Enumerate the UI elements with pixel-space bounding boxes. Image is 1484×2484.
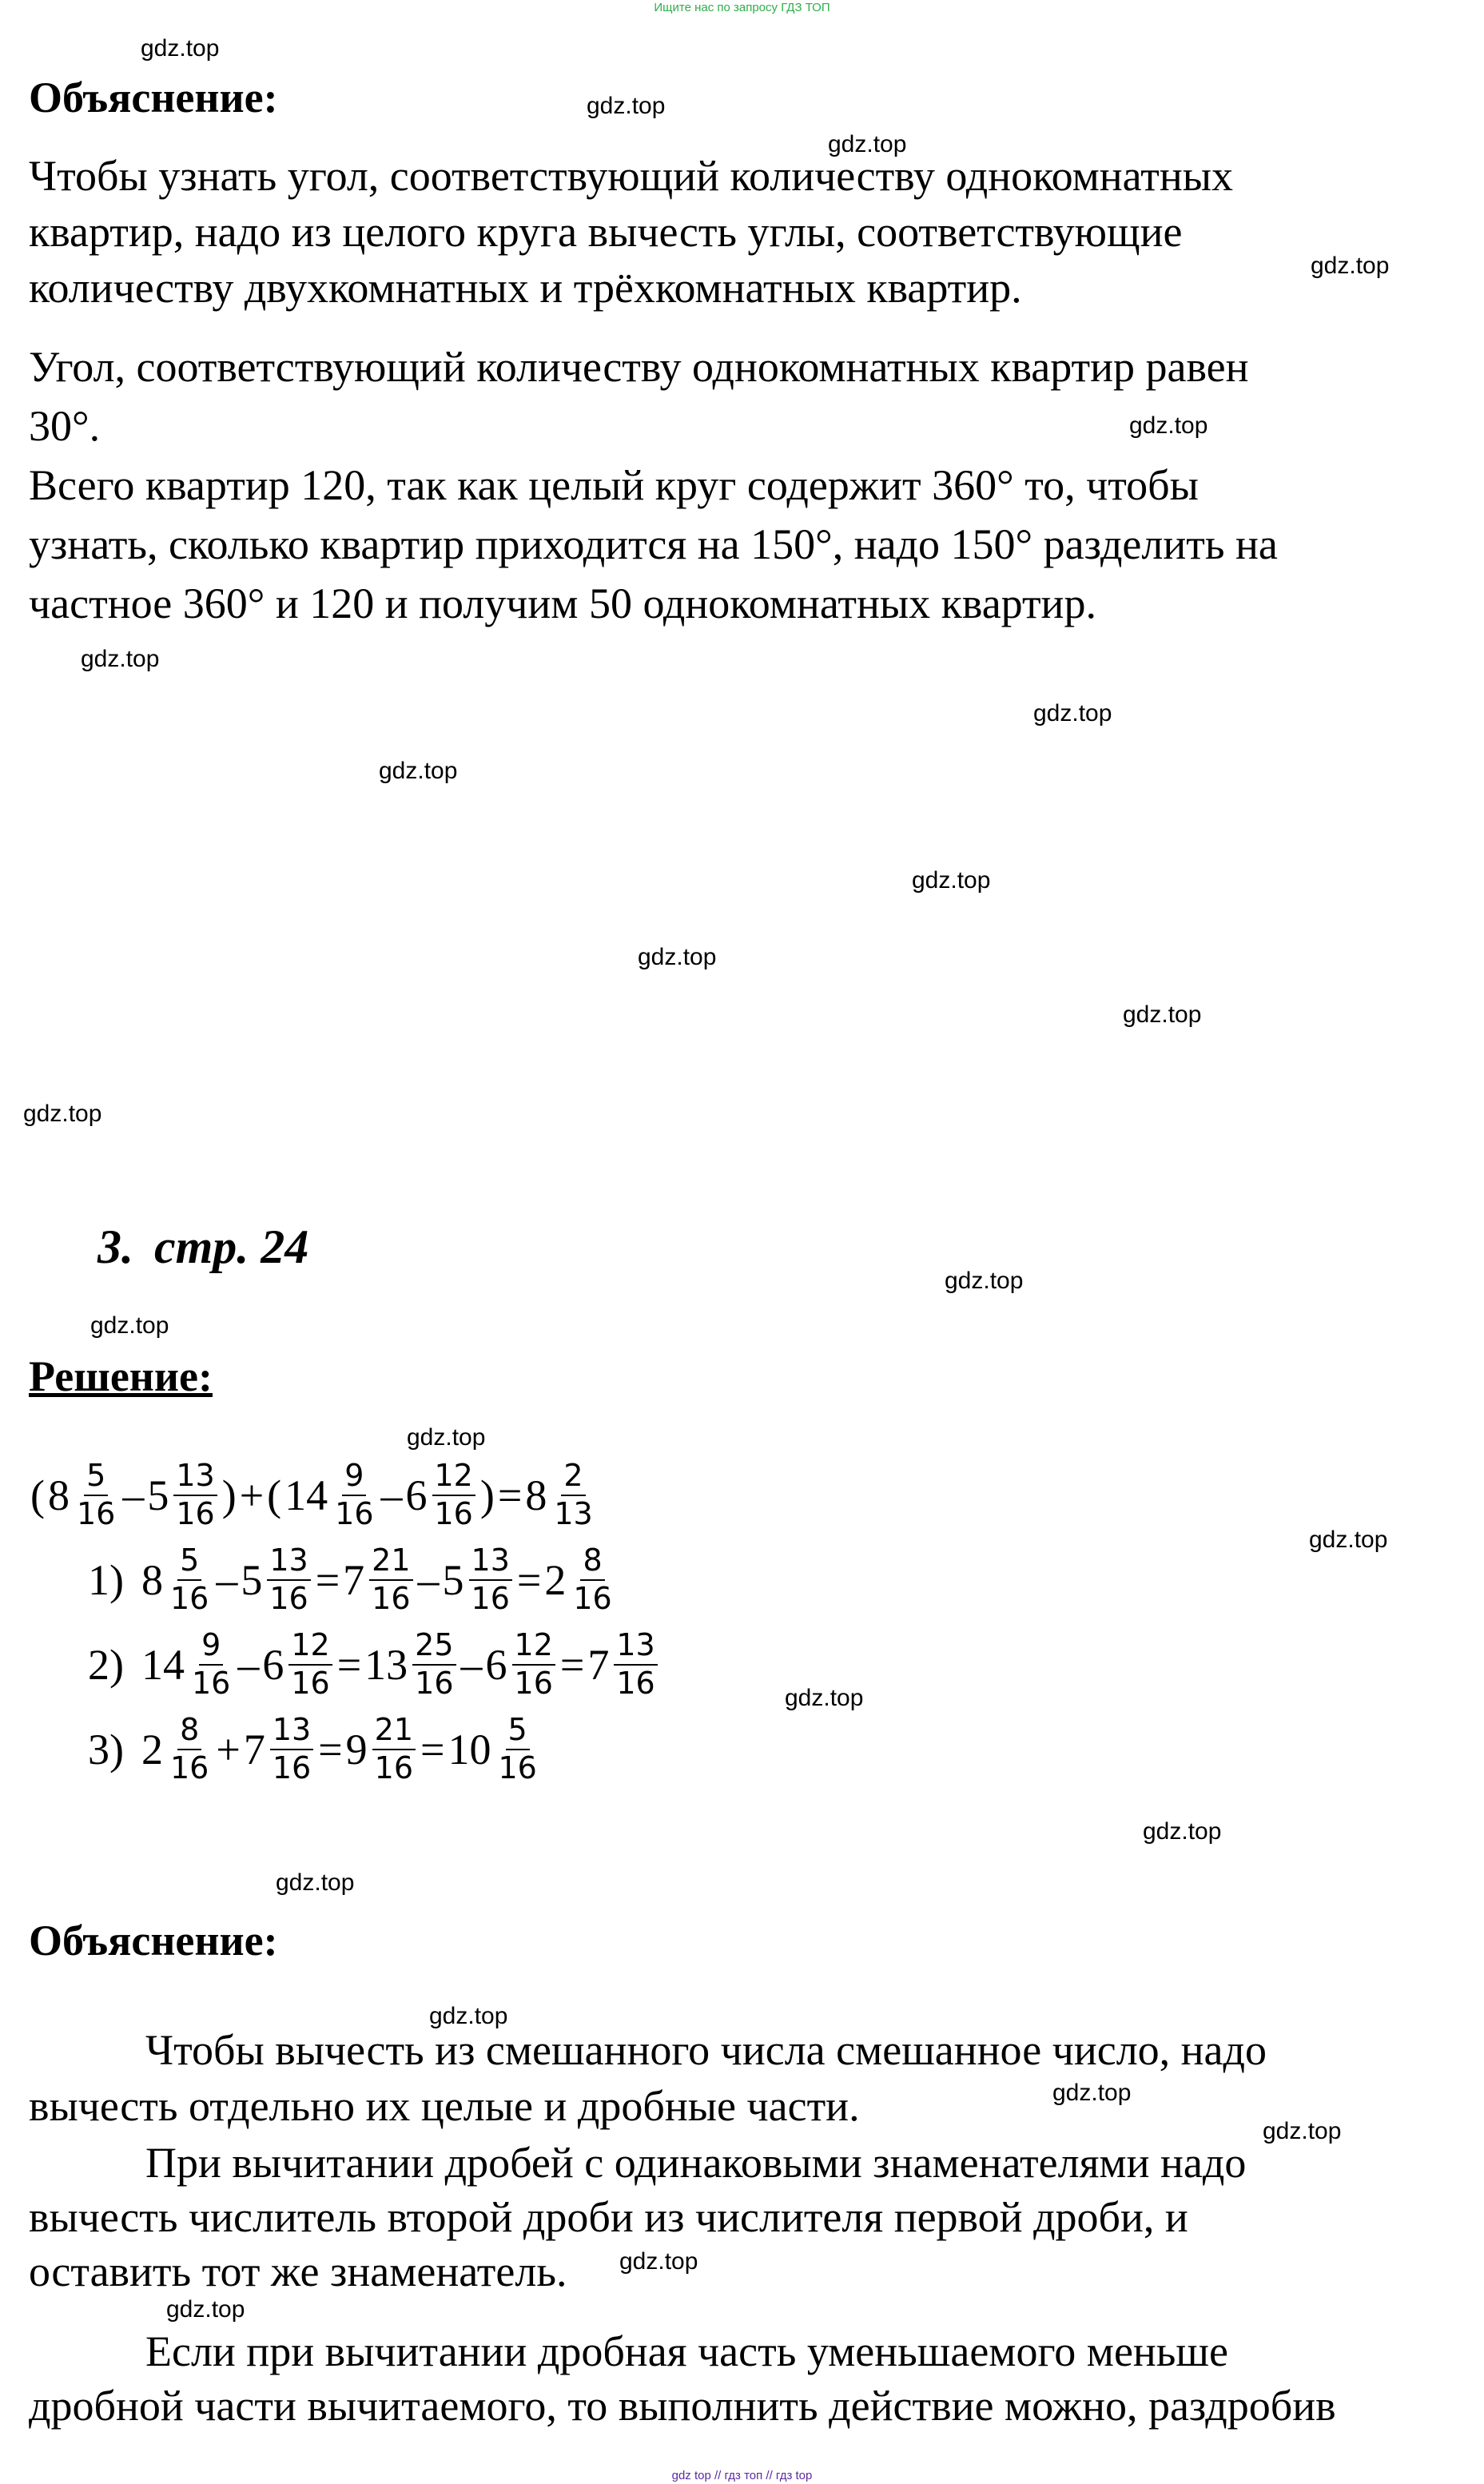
- whole-part: 14: [141, 1640, 185, 1689]
- whole-part: 6: [485, 1640, 507, 1689]
- step-label: 1): [88, 1555, 124, 1604]
- fraction: [432, 1459, 475, 1531]
- numerator: 5: [177, 1544, 201, 1581]
- denominator: 16: [191, 1665, 231, 1701]
- fraction: [551, 1459, 595, 1531]
- numerator: 13: [614, 1629, 657, 1666]
- fraction: [173, 1459, 217, 1531]
- denominator: 13: [554, 1495, 593, 1531]
- fraction: [74, 1459, 117, 1531]
- open-paren: (: [30, 1471, 45, 1519]
- step-label: 2): [88, 1640, 124, 1689]
- denominator: 16: [616, 1665, 655, 1701]
- equals-sign: =: [336, 1640, 362, 1689]
- watermark: gdz.top: [1123, 1001, 1202, 1028]
- denominator: 16: [415, 1665, 454, 1701]
- text-line: Чтобы узнать угол, соответствующий количеству однокомнатных: [29, 152, 1234, 200]
- watermark: gdz.top: [1143, 1818, 1222, 1845]
- watermark: gdz.top: [141, 35, 220, 62]
- text-line: вычесть отдельно их целые и дробные части.: [29, 2082, 860, 2130]
- bottom-banner[interactable]: gdz top // гдз топ // гдз top: [671, 2469, 813, 2482]
- numerator: 13: [267, 1544, 310, 1581]
- whole-part: 7: [587, 1640, 610, 1689]
- text-line: Чтобы вычесть из смешанного числа смешанное число, надо: [145, 2026, 1267, 2074]
- step-2: [86, 1629, 661, 1701]
- numerator: 12: [432, 1459, 475, 1496]
- text-line: оставить тот же знаменатель.: [29, 2247, 567, 2295]
- watermark: gdz.top: [1311, 253, 1390, 279]
- numerator: 13: [270, 1714, 313, 1750]
- watermark: gdz.top: [785, 1685, 864, 1711]
- close-paren: ): [479, 1471, 495, 1519]
- fraction: [512, 1629, 555, 1701]
- equals-sign: =: [516, 1555, 542, 1604]
- watermark: gdz.top: [90, 1312, 169, 1339]
- numerator: 12: [512, 1629, 555, 1666]
- fraction: [168, 1544, 211, 1616]
- top-banner[interactable]: Ищите нас по запросу ГДЗ ТОП: [654, 1, 830, 14]
- fraction: [412, 1629, 456, 1701]
- watermark: gdz.top: [619, 2248, 698, 2275]
- whole-part: 9: [345, 1725, 368, 1773]
- whole-part: 5: [147, 1471, 169, 1519]
- explanation-paragraph-2: [29, 337, 1278, 633]
- watermark: gdz.top: [828, 131, 907, 157]
- fraction: [332, 1459, 376, 1531]
- task-header: [97, 1219, 308, 1275]
- whole-part: 6: [405, 1471, 428, 1519]
- minus-sign: –: [380, 1471, 403, 1519]
- fraction: [267, 1544, 310, 1616]
- denominator: 16: [169, 1580, 209, 1616]
- denominator: 16: [372, 1580, 411, 1616]
- main-expression: [29, 1459, 599, 1531]
- equals-sign: =: [420, 1725, 445, 1773]
- numerator: 2: [561, 1459, 585, 1496]
- whole-part: 7: [243, 1725, 265, 1773]
- explanation-heading-2: Объяснение:: [29, 1917, 278, 1965]
- watermark: gdz.top: [81, 646, 160, 672]
- denominator: 16: [471, 1580, 510, 1616]
- solution-heading: Решение:: [29, 1352, 213, 1400]
- close-paren: ): [221, 1471, 237, 1519]
- denominator: 16: [498, 1750, 537, 1785]
- fraction: [189, 1629, 233, 1701]
- numerator: 5: [84, 1459, 108, 1496]
- task-number: 3.: [97, 1220, 133, 1273]
- numerator: 21: [369, 1544, 412, 1581]
- whole-part: 2: [141, 1725, 163, 1773]
- fraction: [495, 1714, 539, 1785]
- task-page: стр. 24: [154, 1220, 309, 1273]
- denominator: 16: [573, 1580, 612, 1616]
- watermark: gdz.top: [166, 2296, 245, 2323]
- numerator: 13: [173, 1459, 217, 1496]
- numerator: 25: [412, 1629, 456, 1666]
- explanation-paragraph-3: [29, 2022, 1267, 2134]
- text-line: дробной части вычитаемого, то выполнить действие можно, раздробив: [29, 2382, 1336, 2430]
- denominator: 16: [169, 1750, 209, 1785]
- fraction: [571, 1544, 614, 1616]
- watermark: gdz.top: [945, 1268, 1024, 1294]
- fraction: [168, 1714, 211, 1785]
- open-paren: (: [267, 1471, 282, 1519]
- step-3: [86, 1714, 543, 1785]
- text-line: 30°.: [29, 402, 101, 450]
- numerator: 21: [372, 1714, 416, 1750]
- fraction: [369, 1544, 412, 1616]
- denominator: 16: [272, 1750, 312, 1785]
- denominator: 16: [269, 1580, 308, 1616]
- denominator: 16: [374, 1750, 413, 1785]
- minus-sign: –: [122, 1471, 145, 1519]
- minus-sign: –: [237, 1640, 260, 1689]
- denominator: 16: [176, 1495, 215, 1531]
- explanation-paragraph-5: [29, 2324, 1336, 2433]
- step-1: [86, 1544, 618, 1616]
- equals-sign: =: [559, 1640, 585, 1689]
- numerator: 9: [342, 1459, 366, 1496]
- numerator: 8: [177, 1714, 201, 1750]
- watermark: gdz.top: [1129, 412, 1208, 439]
- text-line: Всего квартир 120, так как целый круг содержит 360° то, чтобы: [29, 461, 1199, 509]
- text-line: квартир, надо из целого круга вычесть углы, соответствующие: [29, 208, 1183, 256]
- watermark: gdz.top: [1033, 700, 1112, 726]
- plus-sign: +: [239, 1471, 265, 1519]
- fraction: [614, 1629, 657, 1701]
- watermark: gdz.top: [587, 93, 666, 119]
- whole-part: 8: [141, 1555, 163, 1604]
- fraction: [288, 1629, 332, 1701]
- whole-part: 13: [364, 1640, 408, 1689]
- whole-part: 5: [241, 1555, 263, 1604]
- text-line: количеству двухкомнатных и трёхкомнатных квартир.: [29, 264, 1022, 312]
- whole-part: 8: [525, 1471, 547, 1519]
- text-line: вычесть числитель второй дроби из числителя первой дроби, и: [29, 2193, 1188, 2241]
- watermark: gdz.top: [912, 867, 991, 894]
- denominator: 16: [514, 1665, 553, 1701]
- numerator: 9: [199, 1629, 223, 1666]
- numerator: 5: [506, 1714, 530, 1750]
- whole-part: 8: [47, 1471, 70, 1519]
- watermark: gdz.top: [23, 1101, 102, 1127]
- text-line: узнать, сколько квартир приходится на 150°, надо 150° разделить на: [29, 520, 1278, 568]
- whole-part: 10: [448, 1725, 491, 1773]
- whole-part: 6: [262, 1640, 284, 1689]
- watermark: gdz.top: [1263, 2118, 1342, 2144]
- fraction: [469, 1544, 512, 1616]
- text-line: частное 360° и 120 и получим 50 однокомнатных квартир.: [29, 579, 1096, 627]
- equals-sign: =: [497, 1471, 523, 1519]
- fraction: [372, 1714, 416, 1785]
- numerator: 13: [469, 1544, 512, 1581]
- minus-sign: –: [460, 1640, 483, 1689]
- explanation-paragraph-1: [29, 148, 1233, 316]
- equals-sign: =: [315, 1555, 340, 1604]
- numerator: 8: [580, 1544, 604, 1581]
- numerator: 12: [288, 1629, 332, 1666]
- watermark: gdz.top: [1052, 2080, 1132, 2106]
- watermark: gdz.top: [638, 944, 717, 970]
- denominator: 16: [76, 1495, 116, 1531]
- text-line: При вычитании дробей с одинаковыми знаменателями надо: [145, 2139, 1247, 2187]
- fraction: [270, 1714, 313, 1785]
- denominator: 16: [335, 1495, 374, 1531]
- whole-part: 5: [442, 1555, 464, 1604]
- explanation-heading: Объяснение:: [29, 74, 278, 121]
- whole-part: 7: [343, 1555, 365, 1604]
- plus-sign: +: [216, 1725, 241, 1773]
- watermark: gdz.top: [407, 1424, 486, 1451]
- watermark: gdz.top: [1309, 1527, 1388, 1553]
- watermark: gdz.top: [379, 758, 458, 784]
- step-label: 3): [88, 1725, 124, 1773]
- whole-part: 2: [544, 1555, 567, 1604]
- explanation-paragraph-4: [29, 2136, 1246, 2299]
- denominator: 16: [291, 1665, 330, 1701]
- denominator: 16: [434, 1495, 473, 1531]
- text-line: Если при вычитании дробная часть уменьшаемого меньше: [145, 2327, 1228, 2375]
- minus-sign: –: [216, 1555, 238, 1604]
- watermark: gdz.top: [276, 1869, 355, 1896]
- minus-sign: –: [417, 1555, 440, 1604]
- text-line: Угол, соответствующий количеству однокомнатных квартир равен: [29, 343, 1249, 391]
- equals-sign: =: [318, 1725, 343, 1773]
- watermark: gdz.top: [429, 2003, 508, 2029]
- whole-part: 14: [284, 1471, 328, 1519]
